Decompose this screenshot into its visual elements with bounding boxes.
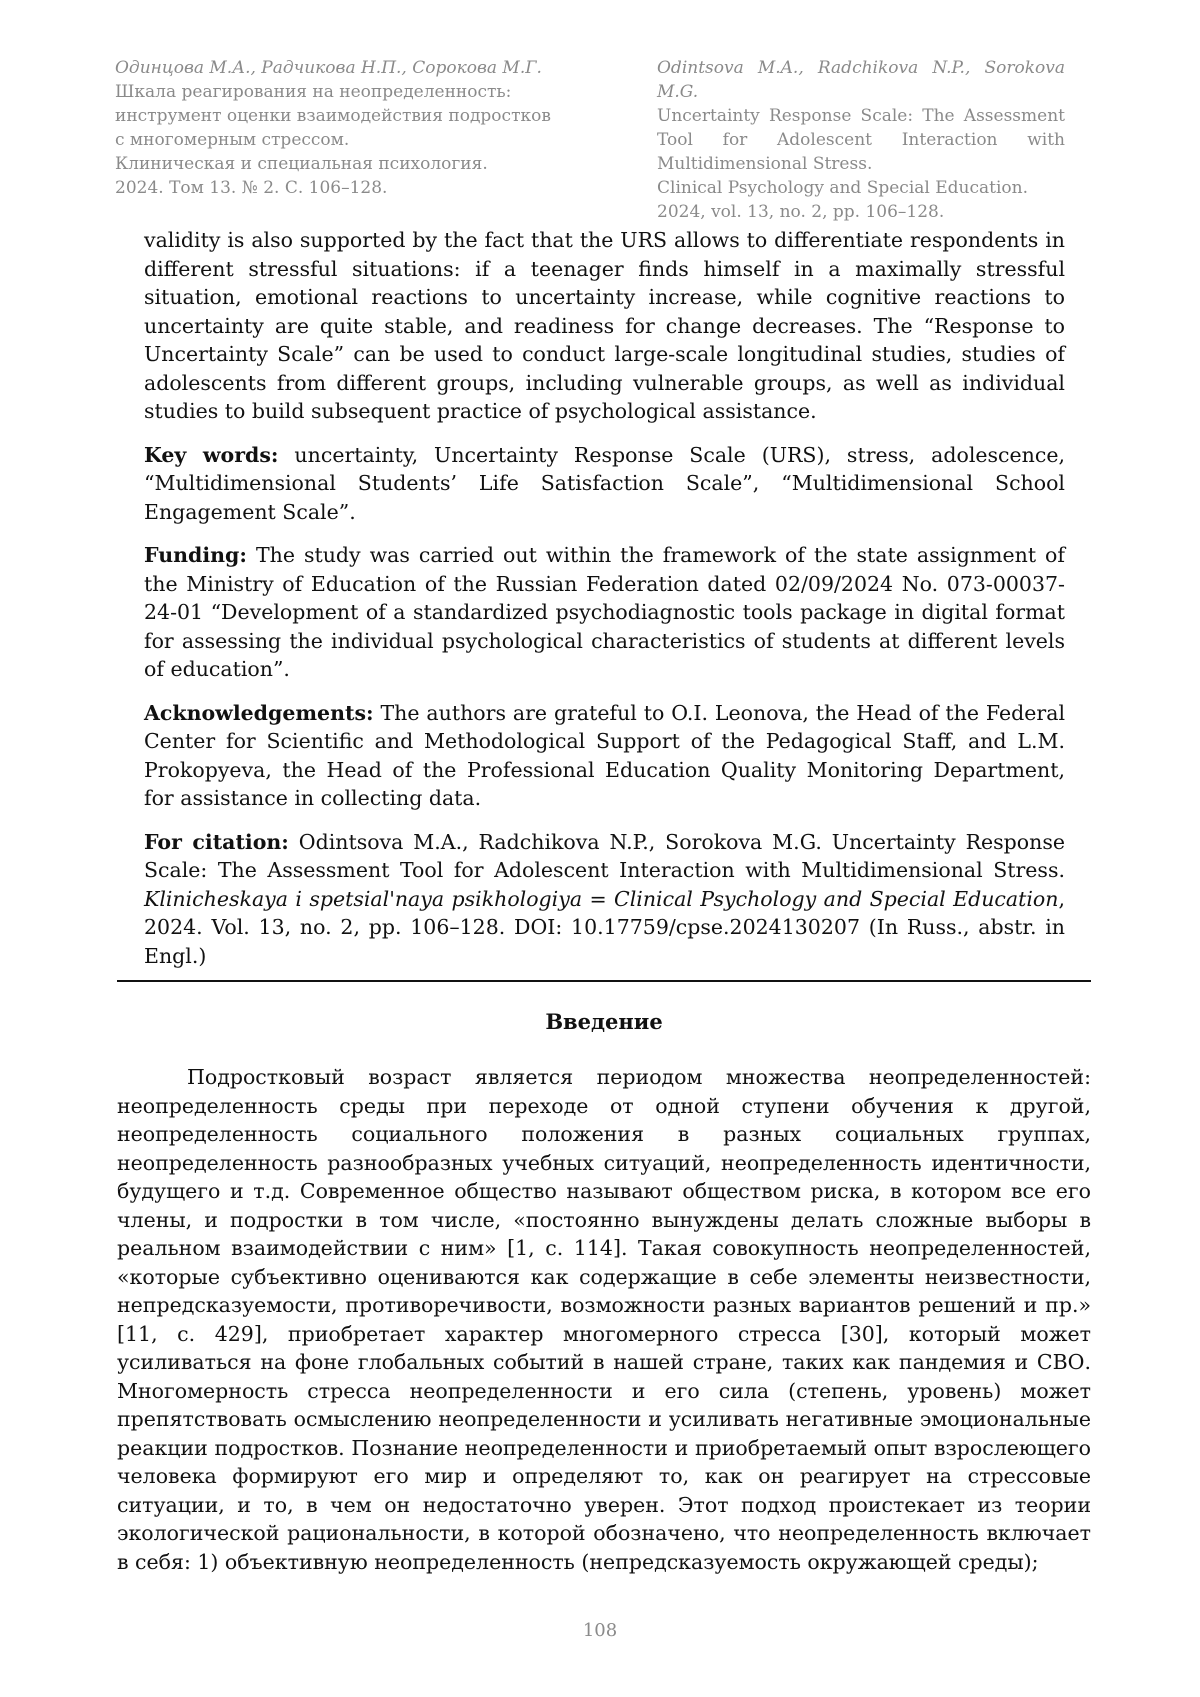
funding-label: Funding: — [144, 543, 247, 567]
header-issue-en: 2024, vol. 13, no. 2, pp. 106–128. — [657, 202, 945, 222]
header-journal-en: Clinical Psychology and Special Education. — [657, 178, 1028, 198]
header-authors-en: Odintsova M.A., Radchikova N.P., Sorokova M.G. — [657, 58, 1065, 102]
header-title-ru-line1: Шкала реагирования на неопределенность: — [115, 82, 512, 102]
abstract-validity-paragraph: validity is also supported by the fact that the URS allows to differentiate respondents in different stressful situations: if a teenager finds himself in a maximally stressful situation, emotional reactions to uncertainty increase, while cognitive reactions to uncertainty are quite stable, and readiness for change decreases. The “Response to Uncertainty Scale” can be used to conduct large-scale longitudinal studies, studies of adolescents from different groups, including vulnerable groups, as well as individual studies to build subsequent practice of psychological assistance. — [144, 228, 1065, 423]
acknowledgements-label: Acknowledgements: — [144, 700, 374, 725]
section-heading: Введение — [545, 1009, 663, 1034]
header-russian — [115, 56, 555, 224]
introduction-paragraph: Подростковый возраст является периодом множества неопределенностей: неопределенность среды при переходе от одной ступени обучения к другой, неопределенность социального положения в разных социальных группах, неопределенность разнообразных учебных ситуаций, неопределенность идентичности, будущего и т.д. Современное общество называют обществом риска, в котором все его члены, и подростки в том числе, «постоянно вынуждены делать сложные выборы в реальном взаимодействии с ним» [1, с. 114]. Такая совокупность неопределенностей, «которые субъективно оцениваются как содержащие в себе элементы неизвестности, непредсказуемости, противоречивости, возможности разных вариантов решений и пр.» [11, с. 429], приобретает характер многомерного стресса [30], который может усиливаться на фоне глобальных событий в нашей стране, таких как пандемия и СВО. Многомерность стресса неопределенности и его сила (степень, уровень) может препятствовать осмыслению неопределенности и усиливать негативные эмоциональные реакции подростков. Познание неопределенности и приобретаемый опыт взрослеющего человека формируют его мир и определяют то, как он реагирует на стрессовые ситуации, и то, в чем он недостаточно уверен. Этот подход проистекает из теории экологической рациональности, в которой обозначено, что неопределенность включает в себя: 1) объективную неопределенность (непредсказуемость окружающей среды); — [117, 1065, 1091, 1574]
acknowledgements-text: The authors are grateful to O.I. Leonova, the Head of the Federal Center for Scientific and Methodological Support of the Pedagogical Staff, and L.M. Prokopyeva, the Head of the Professional Education Quality Monitoring Department, for assistance in collecting data. — [144, 700, 1065, 810]
acknowledgements-paragraph — [144, 699, 1065, 813]
header-journal-ru: Клиническая и специальная психология. — [115, 154, 488, 174]
header-english — [657, 56, 1065, 224]
funding-text: The study was carried out within the framework of the state assignment of the Ministry of Education of the Russian Federation dated 02/09/2024 No. 073-00037-24-01 “Development of a standardized psychodiagnostic tools package in digital format for assessing the individual psychological characteristics of students at different levels of education”. — [144, 543, 1065, 681]
header-issue-ru: 2024. Том 13. № 2. С. 106–128. — [115, 178, 388, 198]
citation-label: For citation: — [144, 829, 289, 854]
header-title-ru-line2: инструмент оценки взаимодействия подростков — [115, 106, 551, 126]
citation-text-part1: Odintsova M.A., Radchikova N.P., Sorokova M.G. Uncertainty Response Scale: The Assessment Tool for Adolescent Interaction with Multidimensional Stress. — [144, 829, 1065, 882]
citation-journal-title: Klinicheskaya i spetsial'naya psikhologiya = Clinical Psychology and Special Education — [144, 886, 1059, 911]
keywords-text: uncertainty, Uncertainty Response Scale (URS), stress, adolescence, “Multidimensional Students’ Life Satisfaction Scale”, “Multidimensional School Engagement Scale”. — [144, 442, 1065, 524]
citation-paragraph — [144, 828, 1065, 971]
header-title-en: Uncertainty Response Scale: The Assessment Tool for Adolescent Interaction with Multidimensional Stress. — [657, 106, 1065, 174]
citation-text-part2: , 2024. Vol. 13, no. 2, pp. 106–128. DOI: 10.17759/cpse.2024130207 (In Russ., abstr. in Engl.) — [144, 886, 1065, 968]
keywords-paragraph — [144, 441, 1065, 527]
header-title-ru-line3: с многомерным стрессом. — [115, 130, 350, 150]
keywords-label: Key words: — [144, 442, 279, 467]
abstract-block — [144, 226, 1065, 985]
header-authors-ru: Одинцова М.А., Радчикова Н.П., Сорокова М.Г. — [115, 58, 542, 78]
funding-paragraph — [144, 541, 1065, 684]
section-divider — [117, 980, 1091, 982]
running-header — [115, 56, 1065, 224]
page-number: 108 — [582, 1620, 618, 1641]
